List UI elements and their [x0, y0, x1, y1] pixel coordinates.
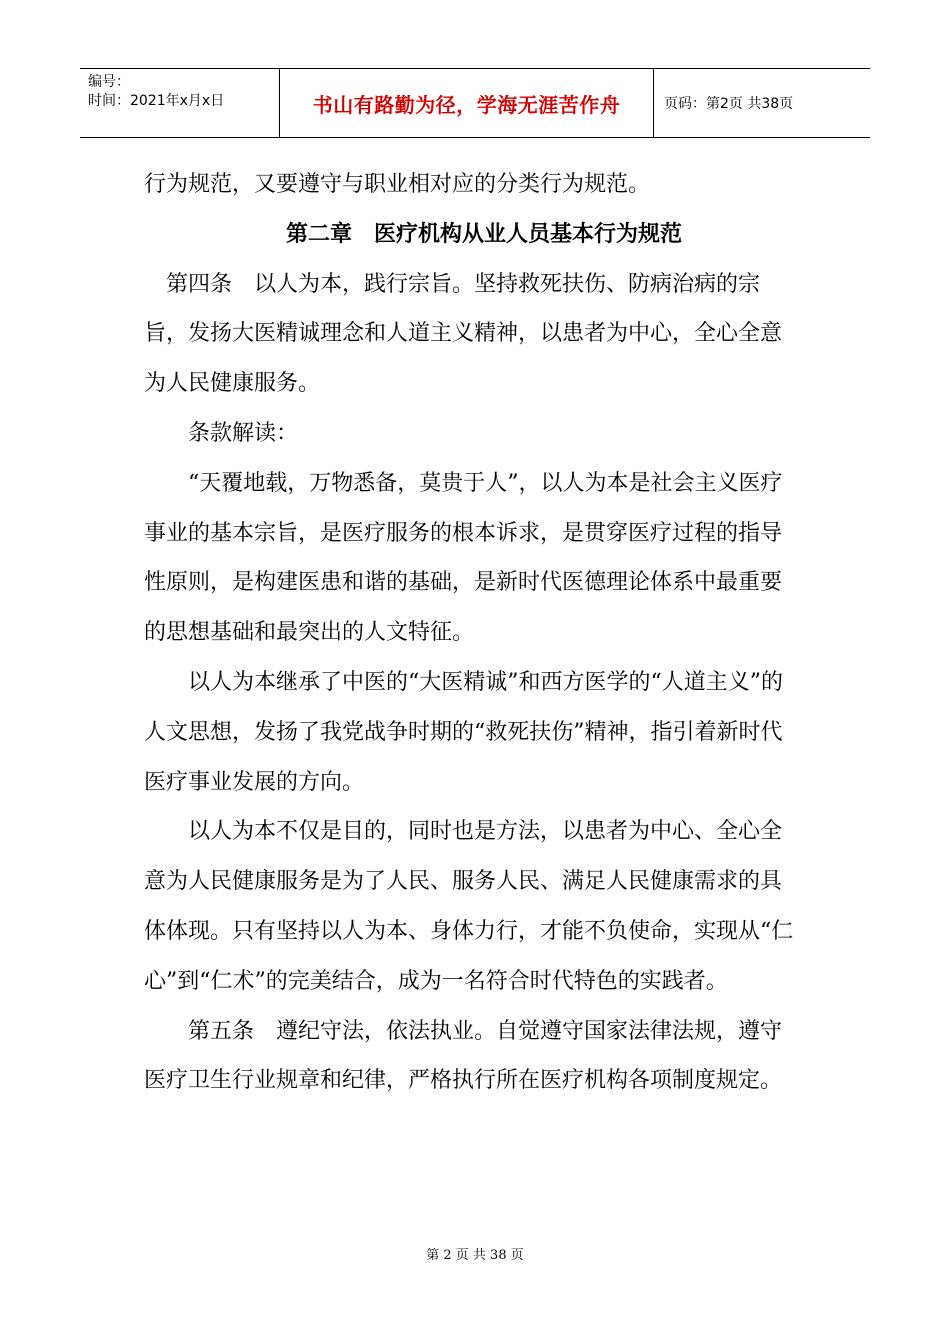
paragraph-people-oriented: “天覆地载，万物悉备，莫贵于人”，以人为本是社会主义医疗事业的基本宗旨，是医疗服务的根本诉求，是贯穿医疗过程的指导性原则，是构建医患和谐的基础，是新时代医德理论体系中最重要的思想基础和最突出的人文特征。 [144, 470, 783, 646]
article-five: 第五条 遵纪守法，依法执业。自觉遵守国家法律法规，遵守医疗卫生行业规章和纪律，严格执行所在医疗机构各项制度规定。 [144, 1018, 783, 1094]
chapter-title: 第二章 医疗机构从业人员基本行为规范 [285, 221, 682, 247]
header-meta [80, 69, 280, 137]
header-motto-cell [280, 69, 654, 137]
document-body [144, 160, 794, 1106]
header-page-info: 页码：第2页 共38页 [664, 96, 794, 112]
interpretation-label: 条款解读： [188, 420, 299, 446]
header-motto: 书山有路勤为径，学海无涯苦作舟 [312, 92, 621, 117]
serial-number-label: 编号： [88, 74, 130, 90]
article-four: 第四条 以人为本，践行宗旨。坚持救死扶伤、防病治病的宗旨，发扬大医精诚理念和人道主义精神，以患者为中心，全心全意为人民健康服务。 [144, 271, 783, 397]
page-header [80, 68, 870, 138]
paragraph-heritage: 以人为本继承了中医的“大医精诚”和西方医学的“人道主义”的人文思想，发扬了我党战争时期的“救死扶伤”精神，指引着新时代医疗事业发展的方向。 [144, 669, 783, 795]
date-label: 时间：2021年x月x日 [88, 93, 225, 109]
paragraph-continued: 行为规范，又要遵守与职业相对应的分类行为规范。 [144, 172, 651, 197]
page-footer: 第 2 页 共 38 页 [426, 1248, 524, 1263]
paragraph-method: 以人为本不仅是目的，同时也是方法，以患者为中心、全心全意为人民健康服务是为了人民、服务人民、满足人民健康需求的具体体现。只有坚持以人为本、身体力行，才能不负使命，实现从“仁心”到“仁术”的完美结合，成为一名符合时代特色的实践者。 [144, 819, 794, 994]
